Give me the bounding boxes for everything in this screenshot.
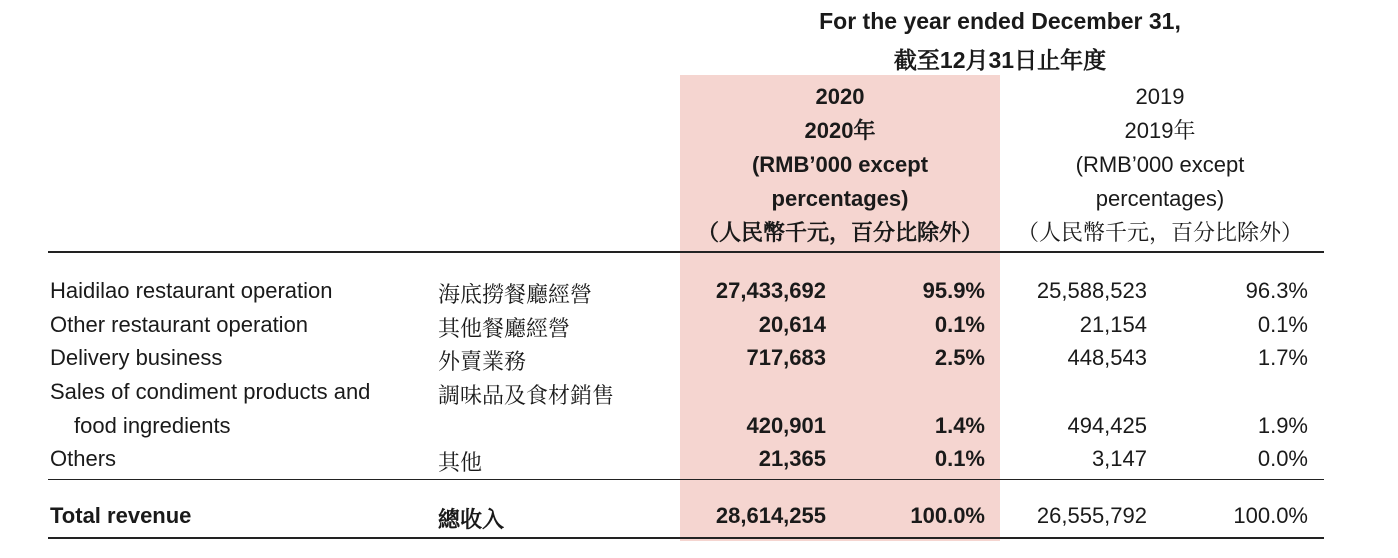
percent-2019: 96.3% (1245, 278, 1308, 303)
percent-2020: 95.9% (922, 278, 985, 303)
year-label-zh: 2019年 (1124, 118, 1196, 143)
amount-2019: 494,425 (1067, 413, 1147, 438)
percent-2020: 2.5% (934, 345, 985, 370)
amount-2019: 25,588,523 (1036, 278, 1147, 303)
row-label-en: Sales of condiment products and (50, 379, 371, 404)
amount-2020: 21,365 (758, 446, 826, 471)
amount-2020: 420,901 (746, 413, 826, 438)
percent-2019: 1.7% (1257, 345, 1308, 370)
year-label-zh: 2020年 (804, 118, 876, 143)
period-heading-zh: 截至12月31日止年度 (893, 47, 1107, 73)
header-rule (48, 251, 1324, 253)
row-label-en: Other restaurant operation (50, 312, 309, 337)
unit-label: (RMB’000 except (751, 152, 929, 177)
unit-label-cont: percentages) (1095, 186, 1225, 211)
total-amount-2019: 26,555,792 (1036, 503, 1147, 528)
row-label-zh: 其他 (438, 450, 483, 475)
row-label-zh: 外賣業務 (438, 349, 527, 374)
row-label-zh: 調味品及食材銷售 (438, 383, 615, 408)
total-label-zh: 總收入 (438, 507, 505, 532)
year-label: 2020 (815, 84, 865, 109)
total-percent-2019: 100.0% (1233, 503, 1308, 528)
amount-2019: 448,543 (1067, 345, 1147, 370)
row-label-en-cont: food ingredients (74, 413, 231, 438)
percent-2019: 1.9% (1257, 413, 1308, 438)
amount-2019: 3,147 (1091, 446, 1147, 471)
total-percent-2020: 100.0% (910, 503, 985, 528)
subtotal-rule (48, 479, 1324, 480)
percent-2020: 1.4% (934, 413, 985, 438)
amount-2020: 27,433,692 (715, 278, 826, 303)
row-label-en: Haidilao restaurant operation (50, 278, 333, 303)
unit-label-zh: （人民幣千元，百分比除外） (1016, 220, 1303, 245)
row-label-zh: 海底撈餐廳經營 (438, 282, 593, 307)
row-label-en: Others (50, 446, 117, 471)
row-label-zh: 其他餐廳經營 (438, 316, 571, 341)
amount-2019: 21,154 (1079, 312, 1147, 337)
column-header-2019 (1000, 80, 1320, 250)
year-label: 2019 (1135, 84, 1185, 109)
row-label-en: Delivery business (50, 345, 223, 370)
total-rule (48, 537, 1324, 539)
amount-2020: 717,683 (746, 345, 826, 370)
total-amount-2020: 28,614,255 (715, 503, 826, 528)
total-label-en: Total revenue (50, 503, 192, 528)
unit-label-zh: （人民幣千元，百分比除外） (696, 220, 983, 245)
unit-label-cont: percentages) (771, 186, 909, 211)
percent-2019: 0.0% (1257, 446, 1308, 471)
unit-label: (RMB’000 except (1075, 152, 1245, 177)
percent-2019: 0.1% (1257, 312, 1308, 337)
percent-2020: 0.1% (934, 446, 985, 471)
period-heading-en: For the year ended December 31, (819, 8, 1181, 34)
percent-2020: 0.1% (934, 312, 985, 337)
amount-2020: 20,614 (758, 312, 826, 337)
column-header-2020 (680, 80, 1000, 250)
